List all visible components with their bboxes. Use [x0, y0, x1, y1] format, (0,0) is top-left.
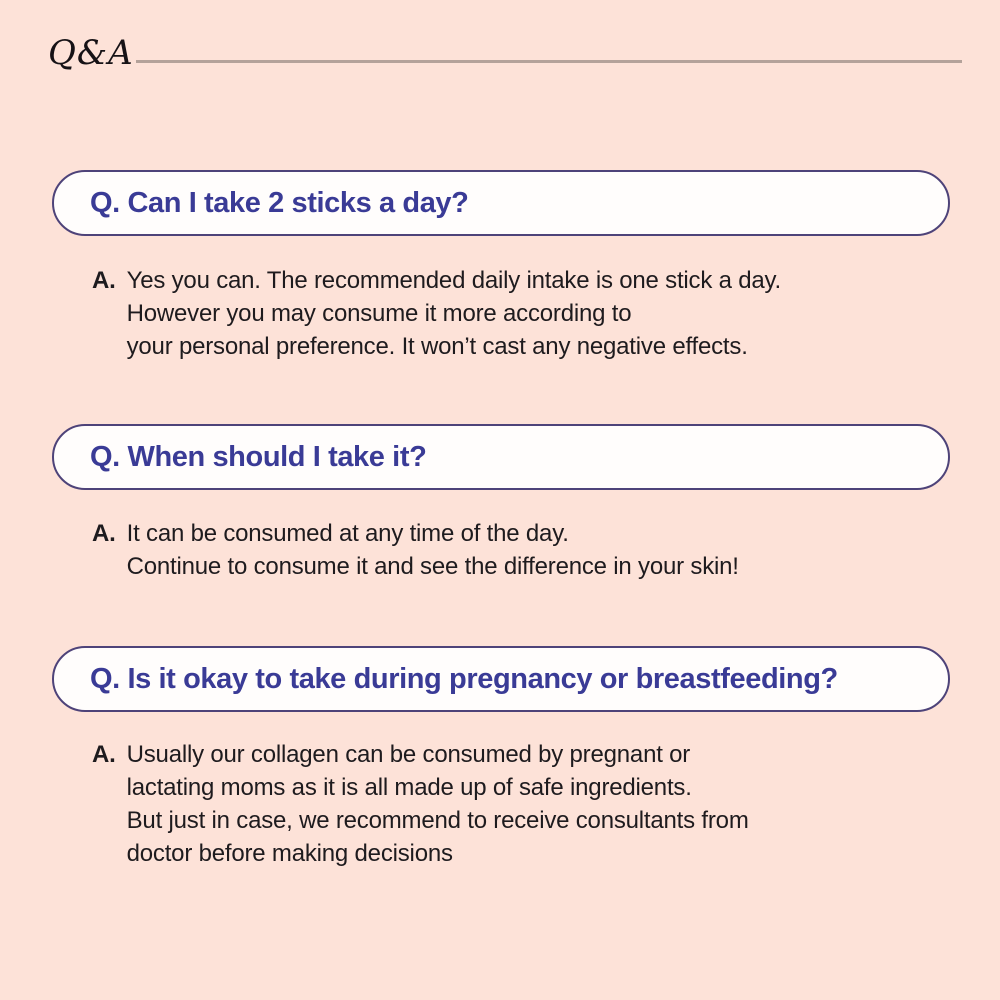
answer-text: [127, 738, 749, 870]
question-text: Q. When should I take it?: [90, 440, 427, 473]
answer-line: doctor before making decisions: [126, 840, 453, 867]
answer-marker: A.: [92, 267, 116, 294]
question-text: Q. Is it okay to take during pregnancy or breastfeeding?: [90, 662, 838, 695]
question-pill: [52, 646, 950, 712]
answer-line: But just in case, we recommend to receive consultants from: [126, 807, 749, 834]
question-text: Q. Can I take 2 sticks a day?: [90, 186, 469, 219]
answer-line: Usually our collagen can be consumed by pregnant or: [126, 741, 691, 768]
answer: [92, 738, 749, 870]
answer-line: Continue to consume it and see the difference in your skin!: [126, 553, 739, 580]
answer: [92, 517, 739, 583]
answer-line: It can be consumed at any time of the day.: [126, 520, 569, 547]
answer-line: lactating moms as it is all made up of safe ingredients.: [126, 774, 692, 801]
page-title: Q&A: [48, 33, 134, 73]
answer-line: Yes you can. The recommended daily intake is one stick a day.: [126, 267, 782, 294]
question-pill: [52, 170, 950, 236]
answer-marker: A.: [92, 520, 116, 547]
answer-line: However you may consume it more according to: [126, 300, 632, 327]
answer: [92, 264, 781, 363]
answer-line: your personal preference. It won’t cast any negative effects.: [126, 333, 748, 360]
question-pill: [52, 424, 950, 490]
answer-text: [127, 517, 739, 583]
answer-text: [127, 264, 781, 363]
answer-marker: A.: [92, 741, 116, 768]
header-rule: [136, 60, 962, 63]
